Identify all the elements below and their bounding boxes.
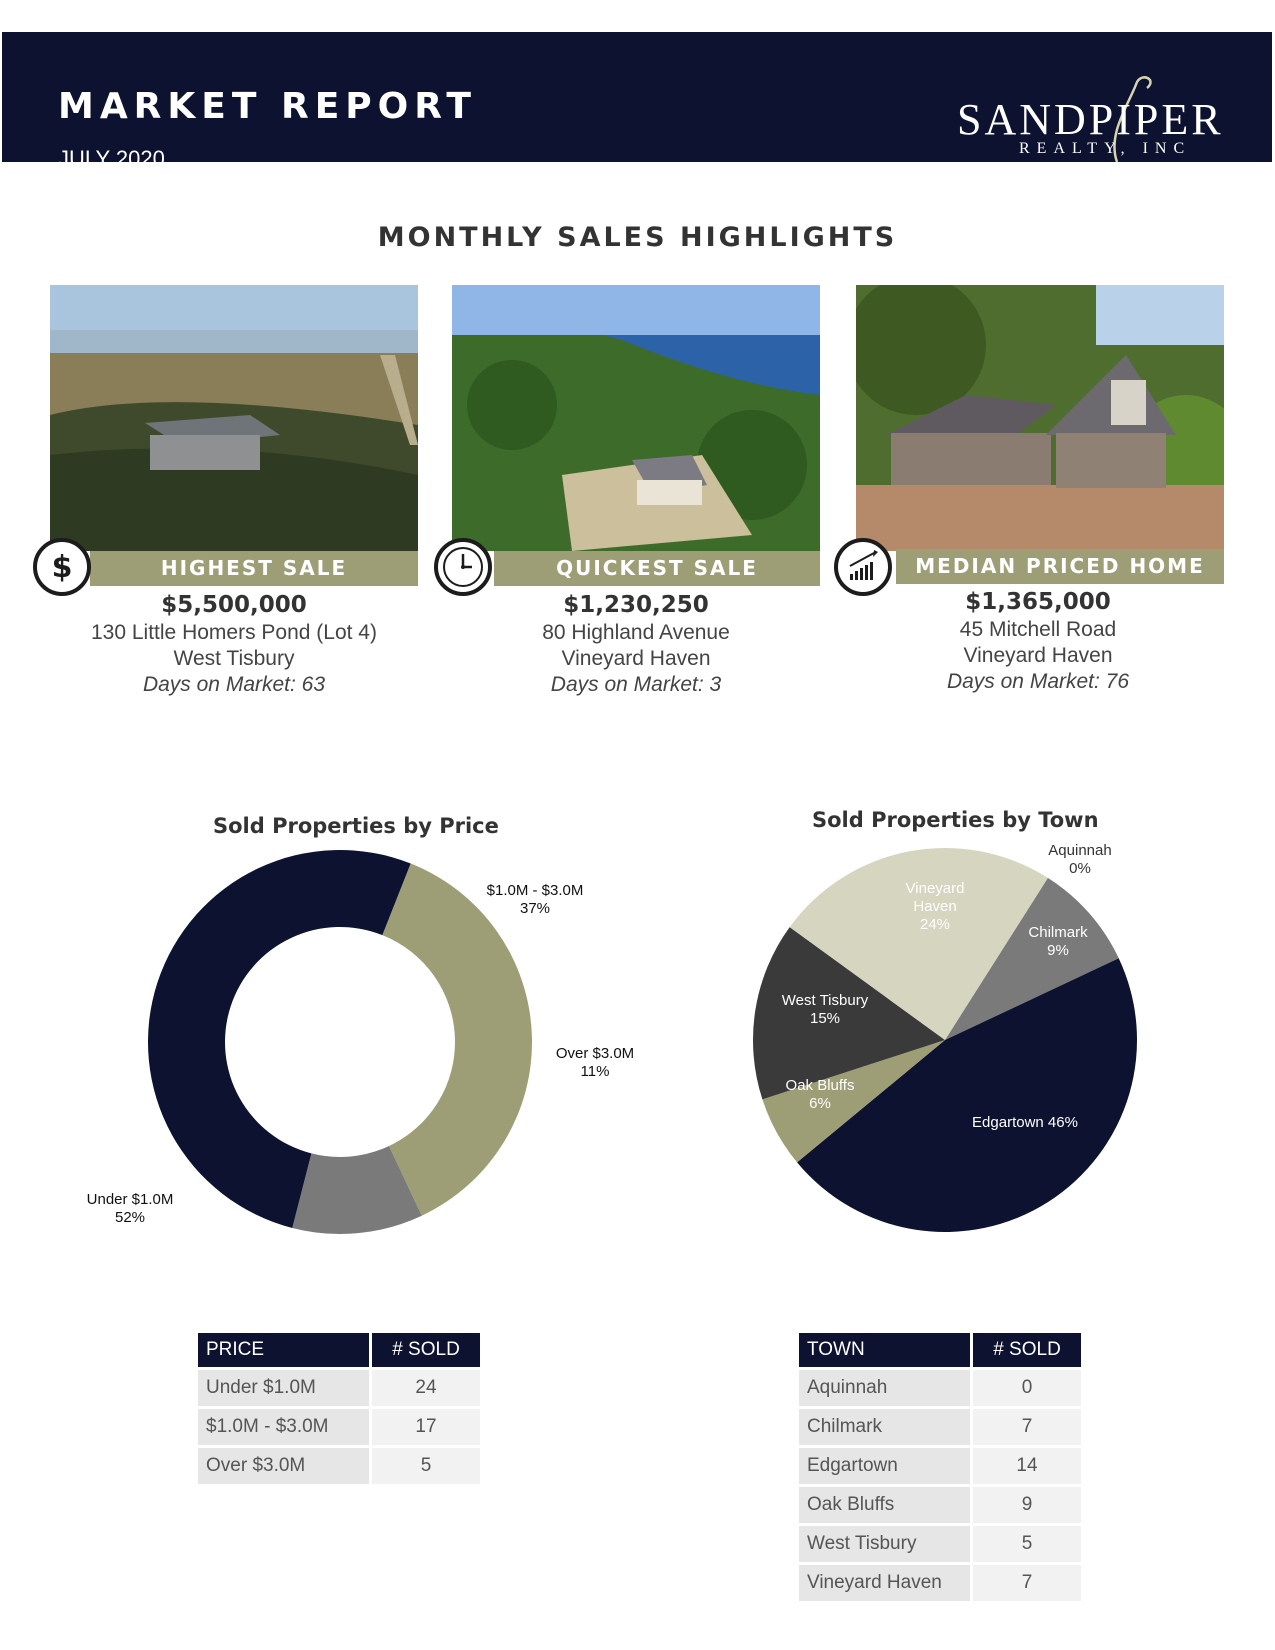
town-table-label-cell: Oak Bluffs bbox=[799, 1487, 970, 1523]
report-date: JULY 2020 bbox=[58, 146, 165, 171]
pie-label-1: Chilmark 9% bbox=[1028, 924, 1088, 959]
town-table-count-cell: 7 bbox=[973, 1565, 1081, 1601]
price-table-count-cell: 17 bbox=[372, 1409, 480, 1445]
median-priced-dom: Days on Market: 76 bbox=[946, 670, 1130, 693]
quickest-sale-details bbox=[436, 592, 836, 698]
price-table-row bbox=[198, 1409, 480, 1445]
highest-sale-address: 130 Little Homers Pond (Lot 4) bbox=[91, 621, 377, 644]
town-table-row bbox=[799, 1448, 1081, 1484]
donut-slice-0 bbox=[382, 863, 532, 1215]
town-table-count-cell: 0 bbox=[973, 1370, 1081, 1406]
town-table-row bbox=[799, 1370, 1081, 1406]
donut-label-0: $1.0M - $3.0M 37% bbox=[486, 882, 584, 917]
quickest-sale-dom: Days on Market: 3 bbox=[550, 673, 722, 696]
highest-sale-details bbox=[34, 592, 434, 698]
price-table-label-cell: Over $3.0M bbox=[198, 1448, 369, 1484]
town-table-count-cell: 14 bbox=[973, 1448, 1081, 1484]
sold-col-header: # SOLD bbox=[973, 1333, 1081, 1367]
median-priced-details bbox=[838, 589, 1238, 695]
price-table-row bbox=[198, 1448, 480, 1484]
quickest-sale-photo bbox=[452, 285, 820, 551]
report-title: MARKET REPORT bbox=[58, 86, 477, 127]
town-table-row bbox=[799, 1487, 1081, 1523]
highest-sale-town: West Tisbury bbox=[173, 647, 295, 670]
donut-label-2: Under $1.0M 52% bbox=[86, 1191, 174, 1226]
quickest-sale-band: QUICKEST SALE bbox=[494, 551, 820, 586]
median-priced-price: $1,365,000 bbox=[965, 589, 1111, 615]
town-table-count-cell: 5 bbox=[973, 1526, 1081, 1562]
highest-sale-dom: Days on Market: 63 bbox=[142, 673, 326, 696]
town-table-label-cell: West Tisbury bbox=[799, 1526, 970, 1562]
logo-subtitle: REALTY, INC bbox=[1019, 140, 1192, 157]
town-table bbox=[796, 1330, 1084, 1604]
price-table-label-cell: $1.0M - $3.0M bbox=[198, 1409, 369, 1445]
pie-label-0: Aquinnah 0% bbox=[1048, 842, 1112, 877]
price-table bbox=[195, 1330, 483, 1487]
sold-col-header: # SOLD bbox=[372, 1333, 480, 1367]
price-table-count-cell: 5 bbox=[372, 1448, 480, 1484]
town-table-count-cell: 9 bbox=[973, 1487, 1081, 1523]
price-table-header bbox=[198, 1333, 480, 1367]
clock-icon bbox=[434, 538, 492, 596]
town-table-row bbox=[799, 1409, 1081, 1445]
highest-sale-band: HIGHEST SALE bbox=[90, 551, 418, 586]
pie-label-3: Oak Bluffs 6% bbox=[785, 1077, 855, 1112]
dollar-icon bbox=[33, 538, 91, 596]
highest-sale-photo bbox=[50, 285, 418, 551]
price-chart-title: Sold Properties by Price bbox=[213, 814, 499, 838]
median-priced-town: Vineyard Haven bbox=[963, 644, 1113, 667]
quickest-sale-address: 80 Highland Avenue bbox=[542, 621, 730, 644]
town-table-count-cell: 7 bbox=[973, 1409, 1081, 1445]
town-col-header: TOWN bbox=[799, 1333, 970, 1367]
town-table-row bbox=[799, 1565, 1081, 1601]
price-donut-chart bbox=[0, 830, 660, 1250]
pie-label-5: Vineyard Haven 24% bbox=[905, 880, 965, 933]
report-header bbox=[2, 32, 1272, 171]
town-table-row bbox=[799, 1526, 1081, 1562]
price-table-count-cell: 24 bbox=[372, 1370, 480, 1406]
median-priced-address: 45 Mitchell Road bbox=[959, 618, 1117, 641]
town-pie-chart bbox=[700, 825, 1140, 1245]
price-col-header: PRICE bbox=[198, 1333, 369, 1367]
highest-sale-price: $5,500,000 bbox=[161, 592, 307, 618]
quickest-sale-price: $1,230,250 bbox=[563, 592, 709, 618]
logo-wordmark: SANDPIPER bbox=[957, 95, 1224, 144]
median-priced-photo bbox=[856, 285, 1224, 551]
town-table-label-cell: Aquinnah bbox=[799, 1370, 970, 1406]
town-chart-title: Sold Properties by Town bbox=[812, 808, 1099, 832]
pie-label-4: West Tisbury 15% bbox=[781, 992, 869, 1027]
pie-label-2: Edgartown 46% bbox=[972, 1114, 1078, 1131]
price-table-label-cell: Under $1.0M bbox=[198, 1370, 369, 1406]
quickest-sale-town: Vineyard Haven bbox=[561, 647, 711, 670]
town-table-label-cell: Edgartown bbox=[799, 1448, 970, 1484]
section-title: MONTHLY SALES HIGHLIGHTS bbox=[377, 222, 898, 253]
median-priced-band: MEDIAN PRICED HOME bbox=[896, 549, 1224, 584]
sandpiper-logo bbox=[957, 74, 1247, 174]
donut-label-1: Over $3.0M 11% bbox=[555, 1045, 635, 1080]
town-table-label-cell: Chilmark bbox=[799, 1409, 970, 1445]
svg-text:$: $ bbox=[51, 550, 73, 585]
town-table-header bbox=[799, 1333, 1081, 1367]
bar-chart-icon bbox=[834, 538, 892, 596]
price-table-row bbox=[198, 1370, 480, 1406]
town-table-label-cell: Vineyard Haven bbox=[799, 1565, 970, 1601]
